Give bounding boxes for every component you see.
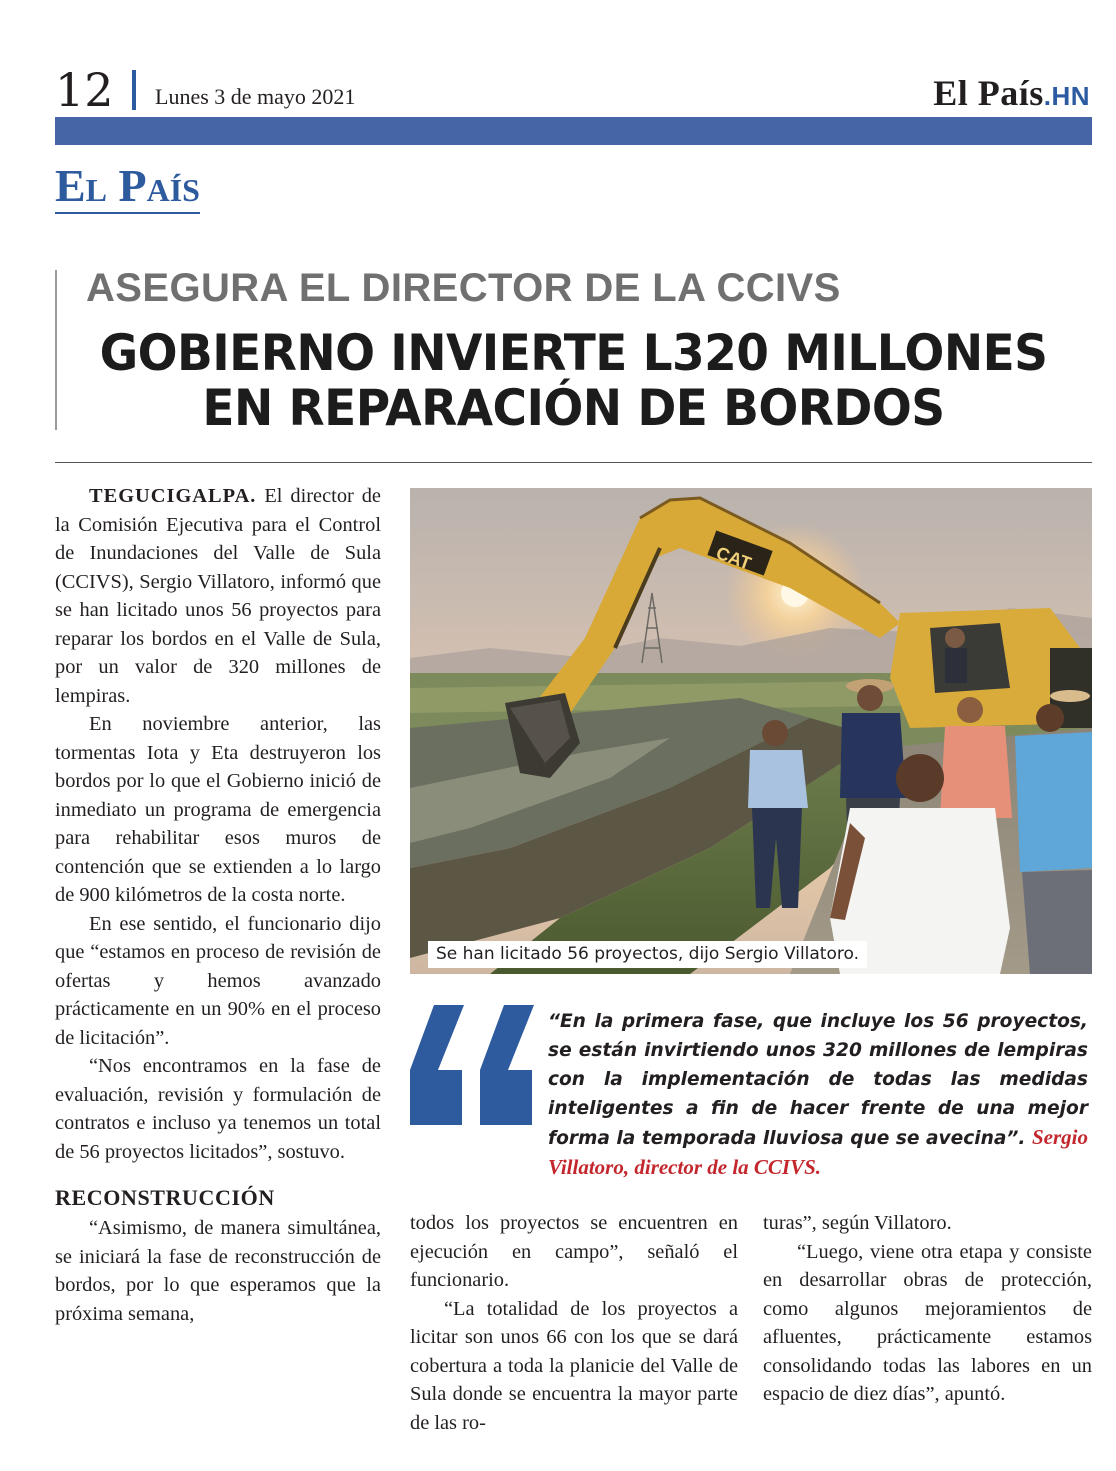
masthead-main: El País (933, 73, 1044, 113)
article-paragraph: “Nos encontramos en la fase de evaluación, revisión y formulación de contratos e incluso ya tenemos un total de 56 proyectos licitados”, sostuvo. (55, 1055, 381, 1163)
headline-line-1: GOBIERNO INVIERTE L320 MILLONES (99, 324, 1048, 382)
pull-quote-attribution: Sergio Villatoro, director de la CCIVS. (548, 1125, 1088, 1179)
issue-date: Lunes 3 de mayo 2021 (155, 84, 356, 109)
article-kicker: ASEGURA EL DIRECTOR DE LA CCIVS (86, 266, 841, 310)
header-color-bar (55, 117, 1092, 145)
pull-quote-text: “En la primera fase, que incluye los 56 proyectos, se están invirtiendo unos 320 millones de lempiras con la implementación de todas las medidas inteligentes a fin de hacer frente de una mejor forma la temporada lluviosa que se avecina”. (548, 1011, 1088, 1149)
article-paragraph: “Asimismo, de manera simultánea, se iniciará la fase de reconstrucción de bordos, por lo que esperamos que la próxima semana, (55, 1217, 381, 1325)
photo-caption: Se han licitado 56 proyectos, dijo Sergio Villatoro. (428, 941, 867, 968)
article-subhead: RECONSTRUCCIÓN (55, 1185, 275, 1210)
paragraph-text: El director de la Comisión Ejecutiva para el Control de Inundaciones del Valle de Sula (CCIVS), Sergio Villatoro, informó que se han licitado unos 56 proyectos para reparar los bordos en el Valle de Sula, por un valor de 320 millones de lempiras. (55, 485, 381, 707)
section-title: El País (55, 162, 200, 214)
article-paragraph: todos los proyectos se encuentren en ejecución en campo”, señaló el funcionario. (410, 1212, 738, 1291)
headline-divider (55, 462, 1092, 463)
cat-logo: CAT (713, 542, 754, 574)
page-number: 12 (55, 63, 114, 117)
kicker-rule (55, 270, 57, 430)
pull-quote (548, 1007, 1088, 1183)
quote-mark-icon (404, 1000, 544, 1140)
article-paragraph: turas”, según Villatoro. (763, 1212, 952, 1234)
article-paragraph: En noviembre anterior, las tormentas Iota y Eta destruyeron los bordos por lo que el Gobierno inició de inmediato un programa de emergencia para rehabilitar esos muros de contención que se extienden a lo largo de 900 kilómetros de la costa norte. (55, 713, 381, 906)
headline-line-2: EN REPARACIÓN DE BORDOS (202, 379, 945, 437)
article-column-1 (55, 482, 381, 1328)
article-paragraph (55, 482, 381, 710)
article-paragraph: En ese sentido, el funcionario dijo que “estamos en proceso de revisión de ofertas y hemos avanzado prácticamente en un 90% en el proceso de licitación”. (55, 912, 381, 1049)
article-column-2 (410, 1209, 738, 1437)
article-paragraph: “La totalidad de los proyectos a licitar son unos 66 con los que se dará cobertura a toda la planicie del Valle de Sula donde se encuentra la mayor parte de las ro- (410, 1297, 738, 1434)
dateline: TEGUCIGALPA. (89, 485, 257, 507)
article-paragraph: “Luego, viene otra etapa y consiste en desarrollar obras de protección, como algunos mejoramientos de afluentes, prácticamente estamos consolidando todas las labores en un espacio de diez días”, apuntó. (763, 1240, 1092, 1405)
header-separator (132, 70, 136, 110)
article-photo (410, 488, 1092, 974)
masthead-suffix: .HN (1043, 81, 1090, 111)
masthead-logo (933, 72, 1090, 114)
article-headline (86, 326, 1061, 436)
article-column-3 (763, 1209, 1092, 1409)
